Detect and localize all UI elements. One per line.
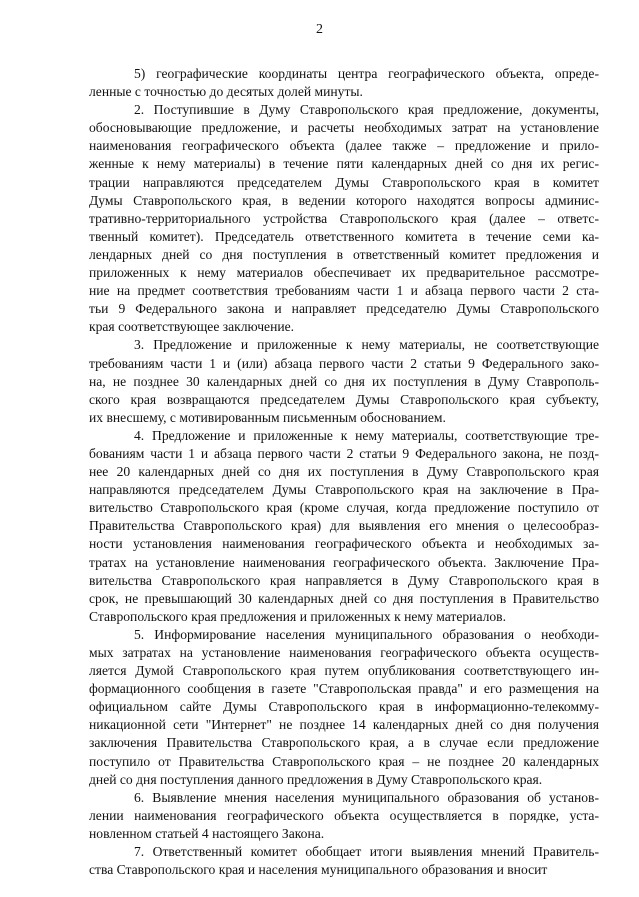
paragraph	[89, 101, 599, 336]
paragraph	[89, 789, 599, 843]
text-line: мых затратах на установление наименования географического объекта осуществ-	[89, 645, 599, 660]
text-line: женные к нему материалы) в течение пяти календарных дней со дня их регис-	[89, 156, 599, 172]
text-line: 6. Выявление мнения населения муниципального образования об установ-	[134, 789, 599, 805]
text-line: официальном сайте Думы Ставропольского края в информационно-телекомму-	[89, 699, 599, 715]
text-line: ляется Думой Ставропольского края путем опубликования соответствующего ин-	[89, 663, 599, 679]
text-line: их внесшему, с мотивированным письменным обоснованием.	[89, 409, 446, 425]
text-line: заключения Правительства Ставропольского края, а в случае если предложение	[89, 735, 599, 751]
text-line: бованиям части 1 и абзаца первого части 2 статьи 9 Федерального закона, не позд-	[89, 445, 599, 461]
text-line: срок, не превышающий 30 календарных дней со дня поступления в Правительство	[89, 590, 599, 606]
text-line: вительство Ставропольского края (кроме случая, когда предложение поступило от	[89, 500, 599, 516]
text-line: Ставропольского края предложения и приложенных к нему материалов.	[89, 608, 506, 624]
text-line: 2. Поступившие в Думу Ставропольского края предложение, документы,	[134, 102, 599, 118]
text-line: требованиям части 1 и (или) абзаца первого части 2 статьи 9 Федерального зако-	[89, 355, 599, 371]
text-line: новленном статьей 4 настоящего Закона.	[89, 825, 325, 841]
text-line: обосновывающие предложение, и расчеты необходимых затрат на установление	[89, 120, 599, 136]
text-line: твенный комитет). Председатель ответственного комитета в течение семи ка-	[89, 228, 599, 244]
page-number: 2	[316, 22, 323, 37]
text-line: ленные с точностью до десятых долей минуты.	[89, 84, 363, 100]
text-line: 4. Предложение и приложенные к нему материалы, соответствующие тре-	[134, 427, 599, 443]
text-line: ности установления наименования географического объекта и необходимых за-	[89, 536, 599, 552]
text-line: тративно-территориального устройства Ставропольского края (далее – ответс-	[89, 210, 599, 226]
document-body	[89, 65, 599, 879]
text-line: ства Ставропольского края и населения муниципального образования и вносит	[89, 862, 548, 878]
paragraph	[89, 626, 599, 789]
text-line: 7. Ответственный комитет обобщает итоги выявления мнений Правитель-	[134, 844, 599, 860]
text-line: 5) географические координаты центра географического объекта, опреде-	[134, 66, 599, 81]
text-line: края соответствующее заключение.	[89, 319, 295, 335]
text-line: формационного сообщения в газете "Ставропольская правда" и его размещения на	[89, 681, 599, 697]
text-line: Правительства Ставропольского края) для выявления его мнения о целесообраз-	[89, 518, 599, 534]
text-line: лендарных дней со дня поступления в ответственный комитет предложения и	[89, 246, 599, 262]
text-line: на, не позднее 30 календарных дней со дня их поступления в Думу Ставрополь-	[89, 373, 599, 389]
text-line: ние на предмет соответствия требованиям части 1 и абзаца первого части 2 ста-	[89, 283, 599, 299]
text-line: нее 20 календарных дней со дня их поступления в Думу Ставропольского края	[89, 464, 599, 480]
text-line: дней со дня поступления данного предложения в Думу Ставропольского края.	[89, 771, 543, 787]
text-line: приложенных к нему материалов обеспечивает их предварительное рассмотре-	[89, 265, 599, 281]
text-line: ского края возвращаются председателем Думы Ставропольского края субъекту,	[89, 391, 599, 407]
text-line: тьи 9 Федерального закона и направляет председателю Думы Ставропольского	[89, 301, 599, 317]
text-line: никационной сети "Интернет" не позднее 14 календарных дней со дня получения	[89, 717, 599, 733]
paragraph	[89, 427, 599, 626]
paragraph	[89, 336, 599, 426]
paragraph	[89, 843, 599, 879]
text-line: лении наименования географического объекта осуществляется в порядке, уста-	[89, 807, 599, 823]
paragraph	[89, 65, 599, 101]
text-line: поступило от Правительства Ставропольского края – не позднее 20 календарных	[89, 753, 599, 769]
text-line: направляются председателем Думы Ставропольского края на заключение в Пра-	[89, 482, 599, 498]
text-line: Думы Ставропольского края, в ведении которого находятся вопросы админис-	[89, 192, 599, 208]
text-line: 3. Предложение и приложенные к нему материалы, не соответствующие	[134, 337, 599, 353]
text-line: вительства Ставропольского края направляется в Думу Ставропольского края в	[89, 572, 599, 588]
text-line: трации направляются председателем Думы Ставропольского края в комитет	[89, 174, 599, 190]
text-line: тратах на установление наименования географического объекта. Заключение Пра-	[89, 554, 599, 570]
text-line: 5. Информирование населения муниципального образования о необходи-	[134, 626, 599, 642]
text-line: наименования географического объекта (далее также – предложение и прило-	[89, 138, 599, 154]
